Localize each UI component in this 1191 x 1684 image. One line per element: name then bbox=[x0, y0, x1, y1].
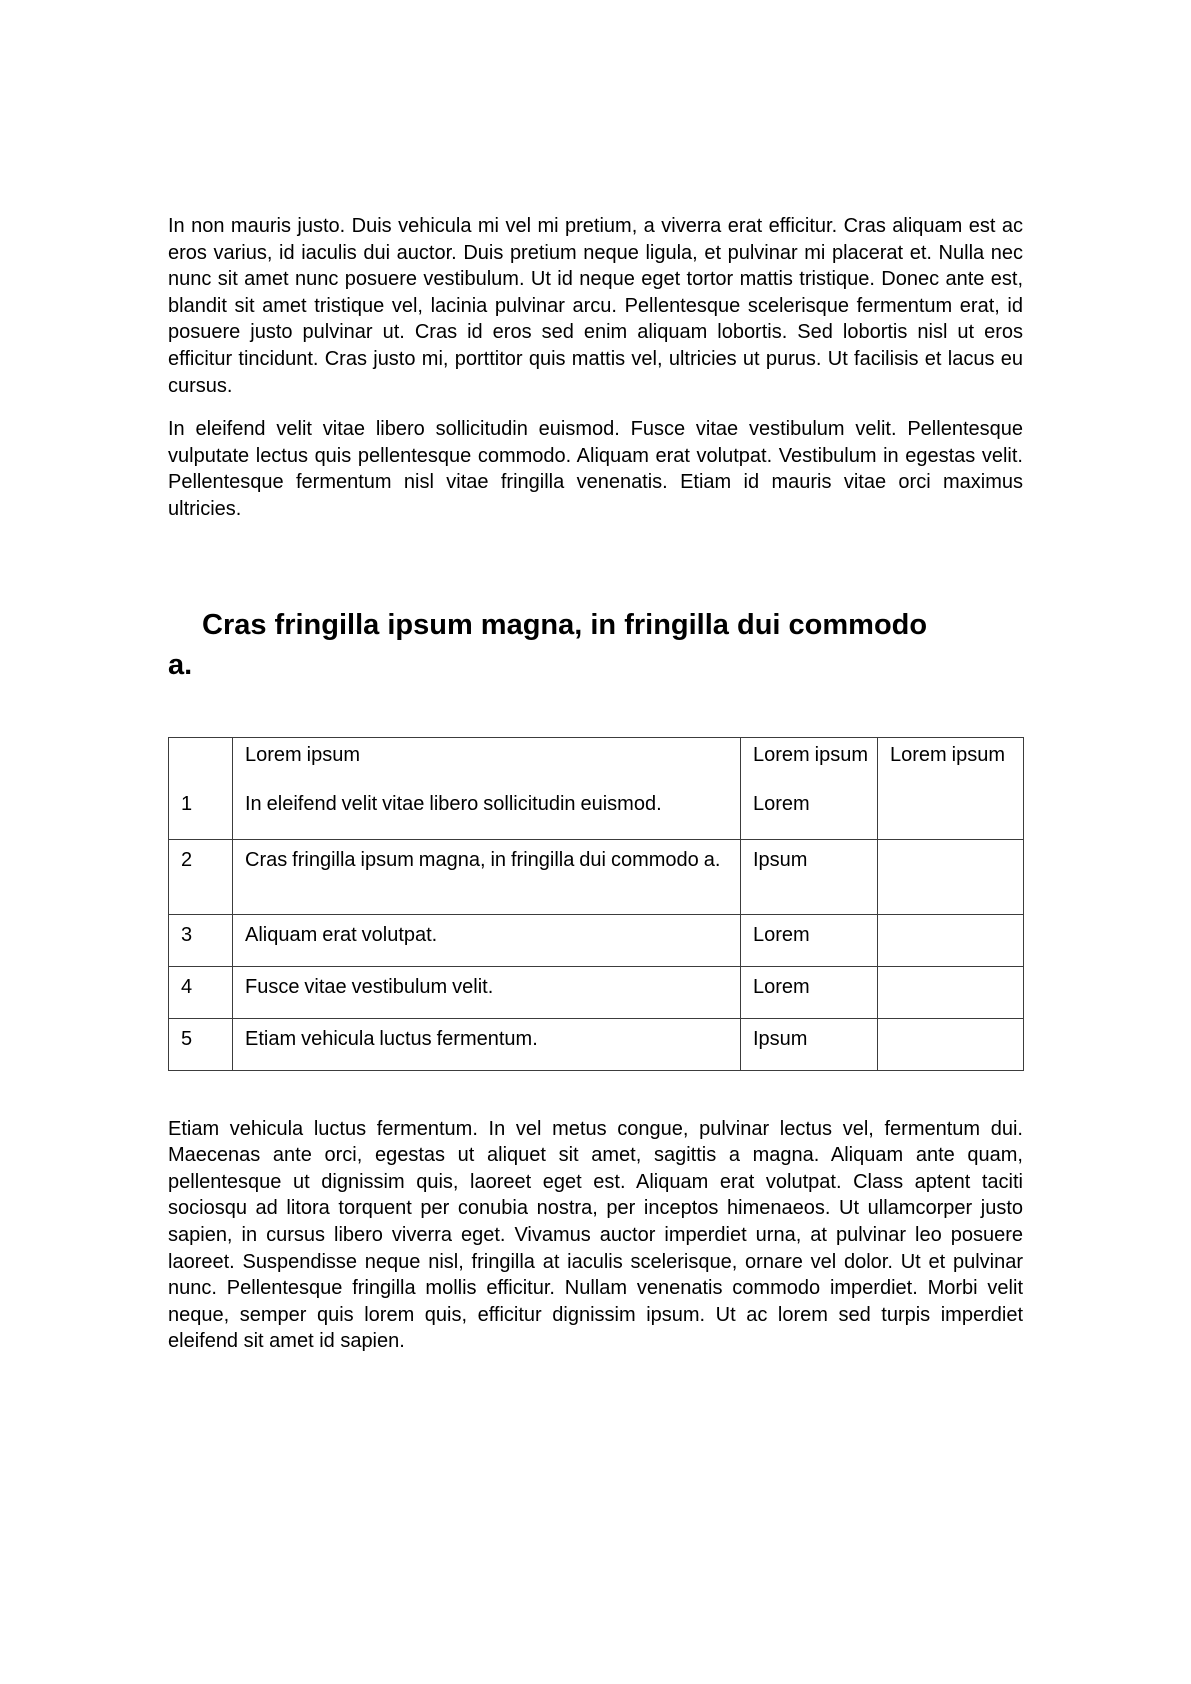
lorem-table bbox=[168, 737, 1024, 1071]
table-cell: Cras fringilla ipsum magna, in fringilla dui commodo a. bbox=[233, 839, 741, 914]
table-row bbox=[169, 1018, 1024, 1070]
section-heading-line2: a. bbox=[168, 648, 193, 681]
table-cell: In eleifend velit vitae libero sollicitudin euismod. bbox=[233, 773, 741, 839]
table-header-cell: Lorem ipsum bbox=[233, 737, 741, 773]
table-cell bbox=[878, 914, 1024, 966]
table-cell bbox=[878, 839, 1024, 914]
section-heading bbox=[168, 605, 1023, 685]
table-header-cell: Lorem ipsum bbox=[741, 737, 878, 773]
row-number-cell: 5 bbox=[169, 1018, 233, 1070]
table-row bbox=[169, 839, 1024, 914]
body-paragraph: In non mauris justo. Duis vehicula mi vel mi pretium, a viverra erat efficitur. Cras aliquam est ac eros varius, id iaculis dui auctor. Duis pretium neque ligula, et pulvinar mi placerat et. Nulla nec nunc sit amet nunc posuere vestibulum. Ut id neque eget tortor mattis tristique. Donec ante est, blandit sit amet tristique vel, lacinia pulvinar arcu. Pellentesque scelerisque fermentum erat, id posuere justo pulvinar ut. Cras id eros sed enim aliquam lobortis. Sed lobortis nisl ut eros efficitur tincidunt. Cras justo mi, porttitor quis mattis vel, ultricies ut purus. Ut facilisis et lacus eu cursus. bbox=[168, 215, 1023, 397]
table-cell bbox=[878, 773, 1024, 839]
table-cell: Etiam vehicula luctus fermentum. bbox=[233, 1018, 741, 1070]
document-content bbox=[168, 0, 1023, 1355]
row-number-cell: 1 bbox=[169, 773, 233, 839]
table-cell: Ipsum bbox=[741, 839, 878, 914]
row-number-cell: 3 bbox=[169, 914, 233, 966]
table-cell: Aliquam erat volutpat. bbox=[233, 914, 741, 966]
table-cell: Ipsum bbox=[741, 1018, 878, 1070]
table-row bbox=[169, 966, 1024, 1018]
table-cell bbox=[878, 966, 1024, 1018]
table-header-cell: Lorem ipsum bbox=[878, 737, 1024, 773]
table-cell bbox=[878, 1018, 1024, 1070]
table-row bbox=[169, 914, 1024, 966]
row-number-cell: 4 bbox=[169, 966, 233, 1018]
table-row bbox=[169, 773, 1024, 839]
table-cell: Fusce vitae vestibulum velit. bbox=[233, 966, 741, 1018]
table-cell: Lorem bbox=[741, 773, 878, 839]
section-heading-line1: Cras fringilla ipsum magna, in fringilla dui commodo bbox=[202, 608, 928, 641]
table-header-row bbox=[169, 737, 1024, 773]
table-cell: Lorem bbox=[741, 966, 878, 1018]
table-header-cell bbox=[169, 737, 233, 773]
body-paragraph: Etiam vehicula luctus fermentum. In vel metus congue, pulvinar lectus vel, fermentum dui. Maecenas ante orci, egestas ut aliquet sit amet, sagittis a magna. Aliquam ante quam, pellentesque ut dignissim quis, laoreet eget est. Aliquam erat volutpat. Class aptent taciti sociosqu ad litora torquent per conubia nostra, per inceptos himenaeos. Ut ullamcorper justo sapien, in cursus libero viverra eget. Vivamus auctor imperdiet urna, at pulvinar leo posuere laoreet. Suspendisse neque nisl, fringilla at iaculis scelerisque, ornare vel dolor. Ut et pulvinar nunc. Pellentesque fringilla mollis efficitur. Nullam venenatis commodo imperdiet. Morbi velit neque, semper quis lorem quis, efficitur dignissim ipsum. Ut ac lorem sed turpis imperdiet eleifend sit amet id sapien. bbox=[168, 1117, 1023, 1353]
row-number-cell: 2 bbox=[169, 839, 233, 914]
table-cell: Lorem bbox=[741, 914, 878, 966]
body-paragraph: In eleifend velit vitae libero sollicitudin euismod. Fusce vitae vestibulum velit. Pellentesque vulputate lectus quis pellentesque commodo. Aliquam erat volutpat. Vestibulum in egestas velit. Pellentesque fermentum nisl vitae fringilla venenatis. Etiam id mauris vitae orci maximus ultricies. bbox=[168, 418, 1023, 520]
